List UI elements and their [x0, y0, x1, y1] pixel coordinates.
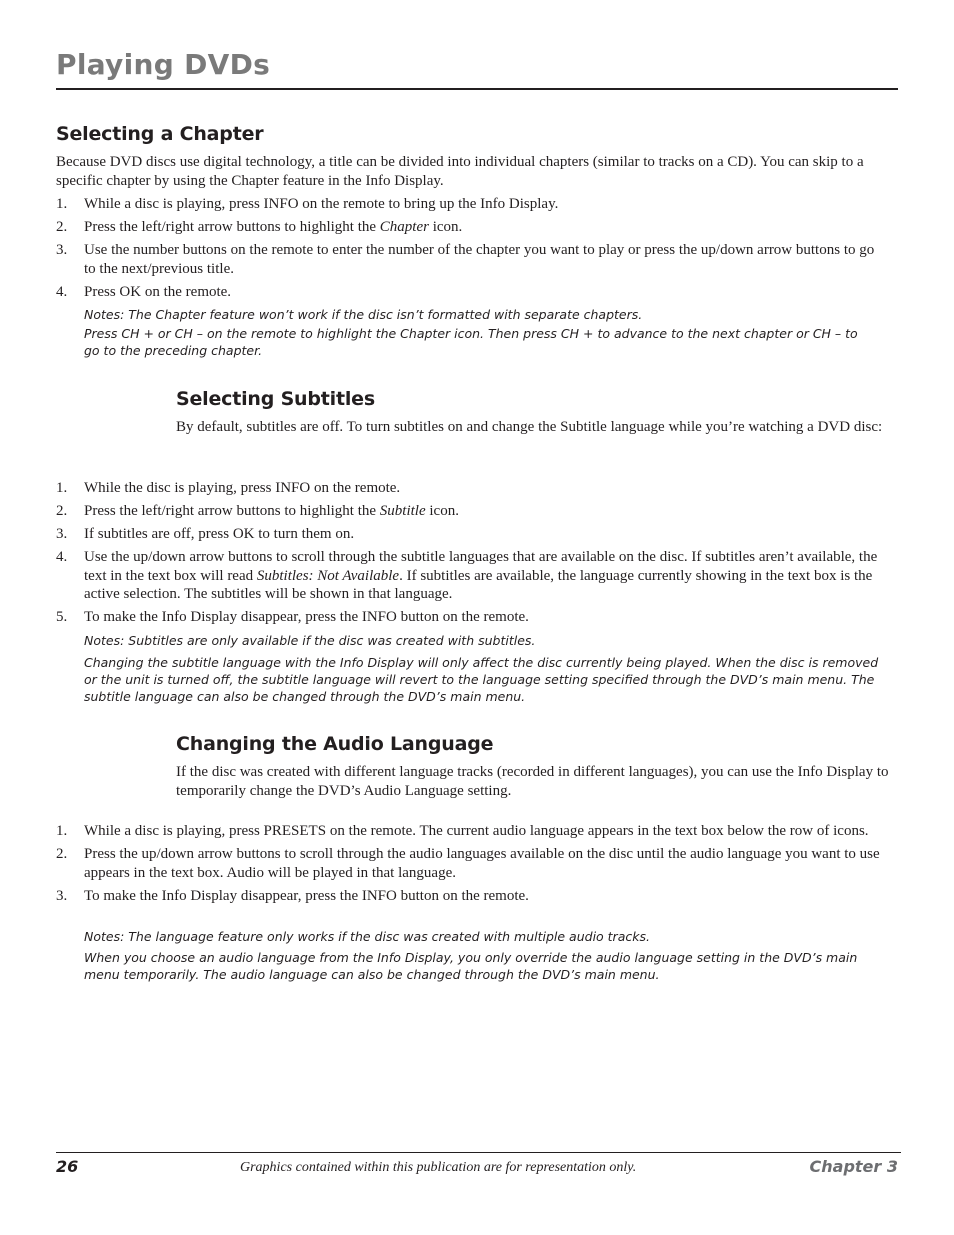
list-item: 2. Press the left/right arrow buttons to highlight the Subtitle icon. [56, 503, 459, 519]
note-audio-1: Notes: The language feature only works if the disc was created with multiple audio tracks. [84, 929, 650, 944]
steps-chapter [56, 195, 876, 301]
section-heading-subtitles: Selecting Subtitles [176, 388, 375, 410]
page-title: Playing DVDs [56, 48, 271, 81]
list-item: 2. Press the up/down arrow buttons to scroll through the audio languages available on the disc until the audio language you want to use appears in the text box. Audio will be played in that language. [56, 846, 880, 881]
list-item: 4. Press OK on the remote. [56, 283, 232, 300]
list-item: 1. While a disc is playing, press PRESETS on the remote. The current audio language appears in the text box below the row of icons. [56, 823, 869, 839]
list-item: 2. Press the left/right arrow buttons to highlight the Chapter icon. [56, 219, 463, 235]
note-subtitles-2: Changing the subtitle language with the Info Display will only affect the disc currently being played. When the disc is removed or the unit is turned off, the subtitle language will revert to the language setting specified through the DVD’s main menu. The subtitle language can also be changed through the DVD’s main menu. [84, 655, 879, 704]
section-heading-chapter: Selecting a Chapter [56, 123, 264, 145]
list-item: 5. To make the Info Display disappear, press the INFO button on the remote. [56, 609, 529, 625]
note-chapter-2: Press CH + or CH – on the remote to highlight the Chapter icon. Then press CH + to advance to the next chapter or CH – to go to the preceding chapter. [84, 326, 858, 358]
section-intro-subtitles: By default, subtitles are off. To turn subtitles on and change the Subtitle language while you’re watching a DVD disc: [176, 419, 883, 435]
note-audio-2: When you choose an audio language from the Info Display, you only override the audio language setting in the DVD’s main menu temporarily. The audio language can also be changed through the DVD’s main menu. [84, 950, 858, 982]
list-item: 4. Use the up/down arrow buttons to scroll through the subtitle languages that are available on the disc. If subtitles aren’t available, the text in the text box will read Subtitles: Not Available. If subtitles are available, the language currently showing in the text box is the active selection. The subtitles will be shown in that language. [56, 549, 878, 602]
section-intro-chapter: Because DVD discs use digital technology, a title can be divided into individual chapters (similar to tracks on a CD). You can skip to a specific chapter by using the Chapter feature in the Info Display. [56, 154, 864, 189]
chapter-label: Chapter 3 [809, 1157, 898, 1176]
note-subtitles-1: Notes: Subtitles are only available if the disc was created with subtitles. [84, 633, 536, 648]
steps-audio [56, 822, 896, 905]
list-item: 3. Use the number buttons on the remote to enter the number of the chapter you want to play or press the up/down arrow buttons to go to the next/previous title. [56, 242, 875, 277]
list-item: 1. While a disc is playing, press INFO on the remote to bring up the Info Display. [56, 196, 559, 212]
footer-rule [56, 1152, 901, 1153]
list-item: 3. To make the Info Display disappear, press the INFO button on the remote. [56, 887, 529, 904]
note-chapter-1: Notes: The Chapter feature won’t work if the disc isn’t formatted with separate chapters. [84, 307, 643, 322]
section-intro-audio: If the disc was created with different language tracks (recorded in different languages), you can use the Info Display to temporarily change the DVD’s Audio Language setting. [176, 764, 889, 799]
footer-note: Graphics contained within this publication are for representation only. [240, 1160, 637, 1175]
page-number: 26 [56, 1157, 79, 1176]
section-heading-audio: Changing the Audio Language [176, 733, 494, 755]
title-rule [56, 88, 898, 90]
steps-subtitles [56, 479, 896, 627]
list-item: 1. While the disc is playing, press INFO on the remote. [56, 480, 401, 496]
list-item: 3. If subtitles are off, press OK to turn them on. [56, 526, 355, 542]
